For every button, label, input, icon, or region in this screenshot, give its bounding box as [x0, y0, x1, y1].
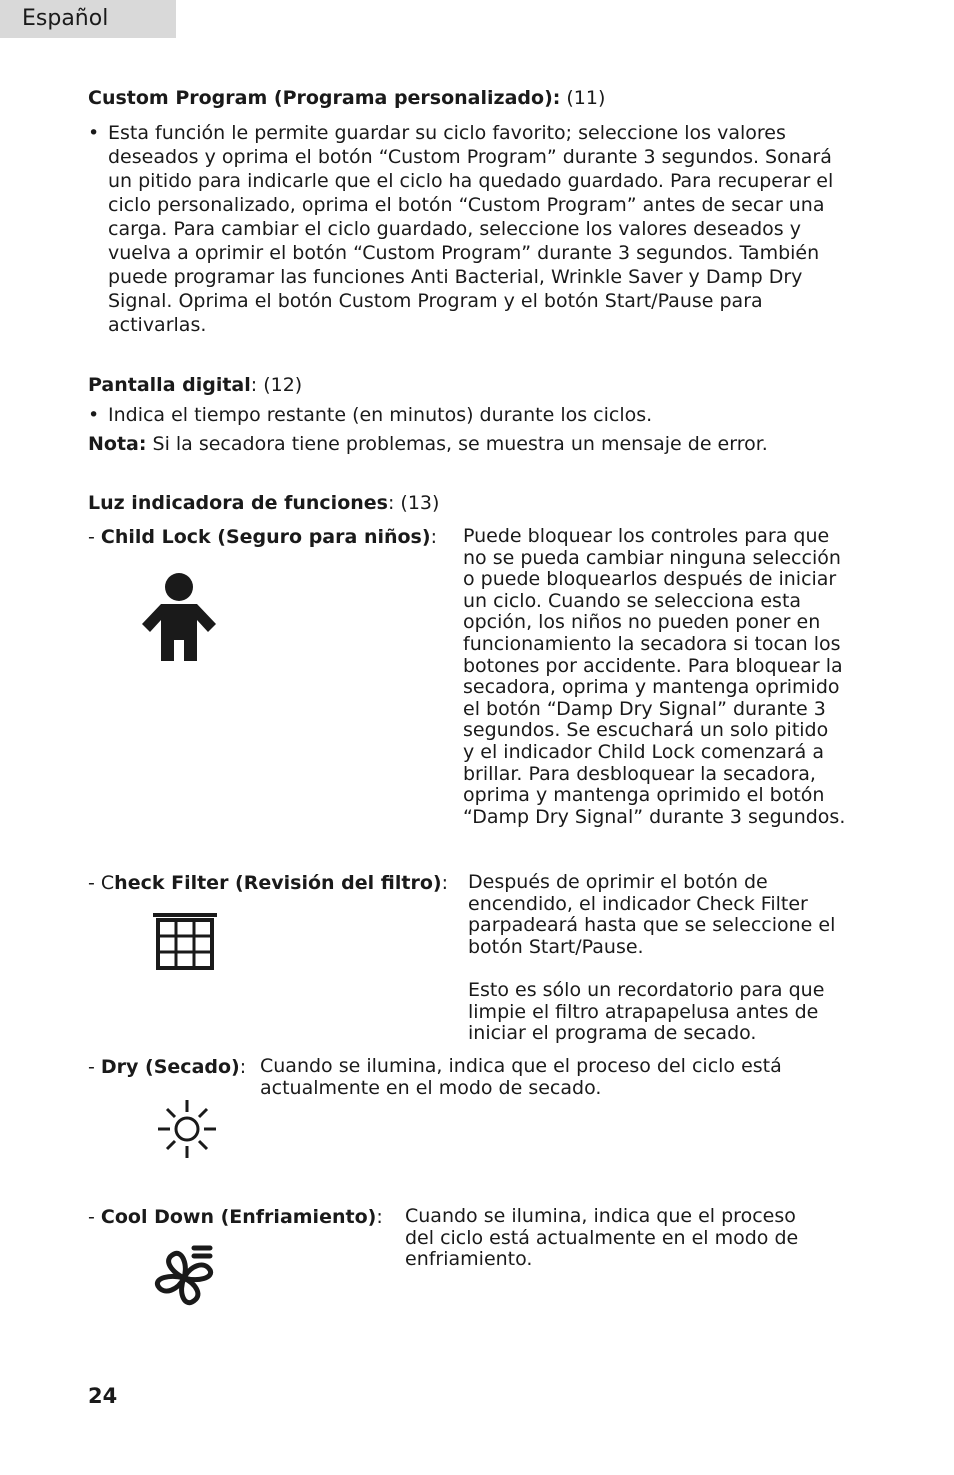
- pantalla-title: Pantalla digital: [88, 374, 251, 396]
- bullet-icon: •: [88, 404, 100, 426]
- check-filter-line: iniciar el programa de secado.: [468, 1022, 757, 1045]
- child-lock-line: secadora, oprima y mantenga oprimido: [463, 676, 840, 699]
- check-filter-line: botón Start/Pause.: [468, 935, 644, 958]
- dry-colon: :: [239, 1056, 247, 1078]
- pantalla-heading: [88, 373, 302, 397]
- cool-down-dash: -: [88, 1206, 101, 1228]
- check-filter-line: limpie el filtro atrapapelusa antes de: [468, 1000, 819, 1023]
- child-lock-line: y el indicador Child Lock comenzará a: [463, 740, 824, 763]
- child-lock-line: o puede bloquearlos después de iniciar: [463, 568, 837, 591]
- check-filter-dash: - C: [88, 872, 115, 894]
- custom-program-title: Custom Program (Programa personalizado):: [88, 87, 561, 109]
- dry-line: actualmente en el modo de secado.: [260, 1076, 602, 1099]
- custom-program-bullet: [88, 121, 848, 337]
- child-lock-label: [88, 525, 437, 549]
- luz-title: Luz indicadora de funciones: [88, 492, 388, 514]
- pantalla-note: [88, 432, 868, 456]
- page-number: 24: [88, 1384, 118, 1408]
- child-icon: [140, 570, 218, 664]
- language-tab: Español: [0, 0, 176, 38]
- child-lock-line: oprima y mantenga oprimido el botón: [463, 784, 825, 807]
- child-lock-line: “Damp Dry Signal” durante 3 segundos.: [463, 805, 846, 828]
- cool-down-line: del ciclo está actualmente en el modo de: [405, 1226, 799, 1249]
- check-filter-label: [88, 871, 448, 895]
- child-lock-line: Puede bloquear los controles para que: [463, 525, 830, 547]
- note-text: Si la secadora tiene problemas, se muestra un mensaje de error.: [146, 433, 768, 455]
- cool-down-title: Cool Down (Enfriamiento): [100, 1206, 377, 1228]
- custom-program-ref: (11): [560, 87, 606, 109]
- fan-icon: [150, 1242, 222, 1312]
- check-filter-colon: :: [441, 872, 448, 894]
- check-filter-line: encendido, el indicador Check Filter: [468, 892, 808, 915]
- child-lock-line: brillar. Para desbloquear la secadora,: [463, 762, 816, 785]
- child-lock-dash: -: [88, 526, 101, 548]
- child-lock-description: [463, 526, 863, 828]
- child-lock-colon: :: [430, 526, 437, 548]
- check-filter-line: Después de oprimir el botón de: [468, 871, 768, 893]
- check-filter-title: heck Filter (Revisión del filtro): [114, 872, 442, 894]
- child-lock-line: opción, los niños no pueden poner en: [463, 611, 821, 634]
- child-lock-title: Child Lock (Seguro para niños): [100, 526, 431, 548]
- cool-down-line: Cuando se ilumina, indica que el proceso: [405, 1205, 796, 1227]
- cool-down-colon: :: [376, 1206, 383, 1228]
- check-filter-line: parpadeará hasta que se seleccione el: [468, 914, 836, 937]
- filter-grid-icon: [150, 910, 220, 972]
- cool-down-label: [88, 1205, 383, 1229]
- check-filter-line: Esto es sólo un recordatorio para que: [468, 979, 825, 1001]
- check-filter-note: [468, 980, 868, 1045]
- custom-program-heading: [88, 86, 605, 110]
- dry-line: Cuando se ilumina, indica que el proceso del ciclo está: [260, 1055, 782, 1077]
- child-lock-line: no se pueda cambiar ninguna selección: [463, 546, 841, 569]
- bullet-icon: •: [88, 122, 100, 144]
- dry-label: [88, 1055, 246, 1079]
- child-lock-line: botones por accidente. Para bloquear la: [463, 654, 843, 677]
- pantalla-bullet: [88, 403, 848, 427]
- custom-program-text: Esta función le permite guardar su ciclo favorito; seleccione los valores deseados y oprima el botón “Custom Program” durante 3 segundos. Sonará un pitido para indicarle que el ciclo ha quedado guardado. Para recuperar el ciclo personalizado, oprima el botón “Custom Program” antes de secar una carga. Para cambiar el ciclo guardado, seleccione los valores deseados y vuelva a oprimir el botón “Custom Program” durante 3 segundos. También puede programar las funciones Anti Bacterial, Wrinkle Saver y Damp Dry Signal. Oprima el botón Custom Program y el botón Start/Pause para activarlas.: [108, 122, 834, 336]
- child-lock-line: el botón “Damp Dry Signal” durante 3: [463, 697, 826, 720]
- luz-ref: : (13): [387, 492, 440, 514]
- child-lock-line: un ciclo. Cuando se selecciona esta: [463, 589, 802, 612]
- pantalla-ref: : (12): [250, 374, 303, 396]
- check-filter-description: [468, 872, 868, 958]
- dry-dash: -: [88, 1056, 101, 1078]
- child-lock-line: segundos. Se escuchará un solo pitido: [463, 719, 829, 742]
- dry-description: [260, 1056, 860, 1099]
- cool-down-description: [405, 1206, 845, 1271]
- dry-title: Dry (Secado): [100, 1056, 240, 1078]
- child-lock-line: funcionamiento la secadora si tocan los: [463, 632, 841, 655]
- luz-heading: [88, 491, 439, 515]
- cool-down-line: enfriamiento.: [405, 1248, 533, 1271]
- note-label: Nota:: [88, 433, 147, 455]
- sun-icon: [155, 1098, 219, 1160]
- pantalla-text: Indica el tiempo restante (en minutos) durante los ciclos.: [108, 404, 653, 426]
